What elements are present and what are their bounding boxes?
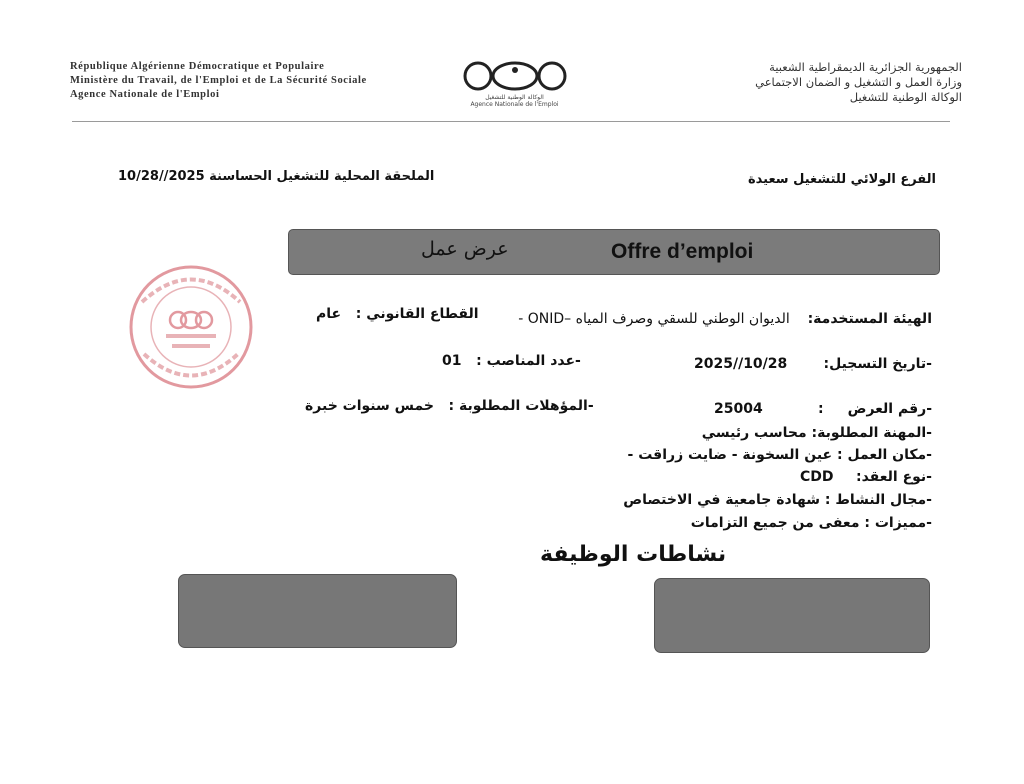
seal-icon	[122, 262, 260, 392]
section-title: نشاطات الوظيفة	[540, 542, 727, 567]
banner-title-ar: عرض عمل	[421, 238, 509, 260]
qualifications-row	[305, 398, 594, 414]
header-fr-line: République Algérienne Démocratique et Populaire	[70, 61, 325, 72]
profession-row: -المهنة المطلوبة: محاسب رئيسي	[701, 425, 932, 441]
header-fr-line: Agence Nationale de l'Emploi	[70, 89, 220, 100]
branch-right: الفرع الولائي للتشغيل سعيدة	[747, 172, 936, 187]
banner-title-fr: Offre d’emploi	[611, 240, 754, 263]
offer-number-value: 25004	[714, 401, 763, 417]
sector-value: عام	[316, 306, 342, 322]
workplace-row: -مكان العمل : عين السخونة - ضايت زراقت -	[627, 447, 932, 463]
benefits-row: -مميزات : معفى من جميع التزامات	[690, 515, 932, 531]
header-fr-line: Ministère du Travail, de l'Emploi et de La Sécurité Sociale	[70, 75, 367, 86]
header-ar-line: الوكالة الوطنية للتشغيل	[849, 90, 962, 104]
contract-value: CDD	[800, 469, 834, 485]
employer-row	[518, 311, 932, 327]
redacted-box-right	[654, 578, 930, 653]
qualifications-label: -المؤهلات المطلوبة :	[448, 398, 594, 414]
red-seal-stamp	[122, 262, 260, 392]
employer-label: الهيئة المستخدمة:	[807, 311, 932, 327]
anem-logo-icon	[460, 58, 570, 94]
offer-banner	[288, 229, 940, 275]
employer-value: الديوان الوطني للسقي وصرف المياه –ONID -	[518, 311, 790, 327]
redacted-box-left	[178, 574, 457, 648]
header-divider	[72, 121, 950, 122]
qualifications-value: خمس سنوات خبرة	[305, 398, 434, 414]
logo-caption-fr: Agence Nationale de l'Emploi	[470, 101, 559, 108]
offer-number-label: -رقم العرض	[847, 401, 932, 417]
header-ar-line: وزارة العمل و التشغيل و الضمان الاجتماعي	[755, 75, 962, 89]
registration-value: 2025//10/28	[694, 356, 788, 372]
logo-caption-ar: الوكالة الوطنية للتشغيل	[485, 94, 544, 101]
registration-label: -تاريخ التسجيل:	[823, 356, 932, 372]
sector-label: القطاع القانوني :	[355, 306, 479, 322]
anem-logo	[452, 58, 577, 118]
header-fr	[70, 60, 430, 102]
positions-row	[442, 353, 581, 369]
header-ar	[602, 60, 962, 105]
positions-value: 01	[442, 353, 462, 369]
positions-label: -عدد المناصب :	[476, 353, 581, 369]
sector-row	[316, 306, 479, 322]
offer-number-colon: :	[818, 401, 824, 417]
field-row: -مجال النشاط : شهادة جامعية في الاختصاص	[623, 492, 932, 508]
contract-label: -نوع العقد:	[855, 469, 932, 485]
branch-left: الملحقة المحلية للتشغيل الحساسنة 2025//10/28	[118, 169, 435, 184]
header-ar-line: الجمهورية الجزائرية الديمقراطية الشعبية	[769, 60, 962, 74]
